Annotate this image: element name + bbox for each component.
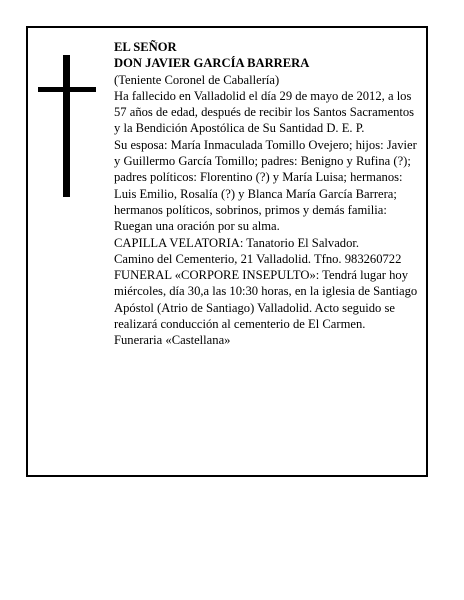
family-list: Su esposa: María Inmaculada Tomillo Ovejero; hijos: Javier y Guillermo García Tomillo; padres: Benigno y Rufina (?); padres políticos: Florentino (?) y María Luisa; hermanos: Luis Emilio, Rosalía (?) y Blanca María García Barrera; hermanos políticos, sobrinos, primos y demás familia: xyxy=(114,137,417,217)
chapel-address: Camino del Cementerio, 21 Valladolid. Tfno. 983260722 xyxy=(114,251,402,266)
chapel-location: CAPILLA VELATORIA: Tanatorio El Salvador. xyxy=(114,235,360,250)
prayer-request: Ruegan una oración por su alma. xyxy=(114,219,280,234)
obituary-text xyxy=(114,39,420,349)
deceased-name: DON JAVIER GARCÍA BARRERA xyxy=(114,56,310,71)
heading-line-1: EL SEÑOR xyxy=(114,40,177,54)
military-rank: (Teniente Coronel de Caballería) xyxy=(114,72,280,87)
latin-cross-icon xyxy=(38,55,96,197)
cross-horizontal-bar xyxy=(38,87,96,92)
cross-vertical-bar xyxy=(63,55,70,197)
funeral-home: Funeraria «Castellana» xyxy=(114,333,231,348)
funeral-details: FUNERAL «CORPORE INSEPULTO»: Tendrá lugar hoy miércoles, día 30,a las 10:30 horas, en la iglesia de Santiago Apóstol (Atrio de Santiago) Valladolid. Acto seguido se realizará conducción al cementerio de El Carmen. xyxy=(114,268,418,332)
death-statement: Ha fallecido en Valladolid el día 29 de mayo de 2012, a los 57 años de edad, después de recibir los Santos Sacramentos y la Bendición Apostólica de Su Santidad D. E. P. xyxy=(114,88,415,136)
